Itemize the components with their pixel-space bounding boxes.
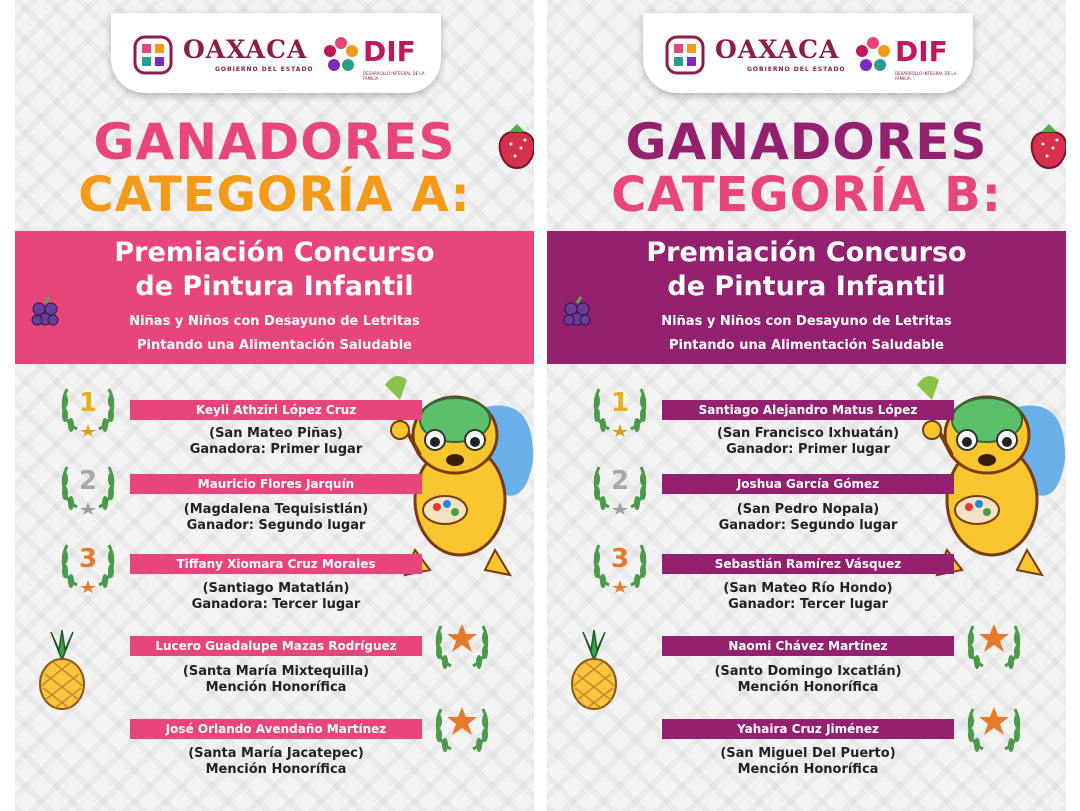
- oaxaca-seal-icon: [133, 35, 173, 75]
- winner-place: (San Mateo Río Hondo): [723, 581, 893, 596]
- winner-award: Ganador: Segundo lugar: [718, 518, 898, 533]
- subheading-line-2: Pintando una Alimentación Saludable: [668, 338, 944, 353]
- winner-award: Ganador: Segundo lugar: [186, 518, 366, 533]
- pineapple-icon: [33, 630, 91, 710]
- winner-place: (San Miguel Del Puerto): [720, 746, 896, 761]
- pineapple-icon: [565, 630, 623, 710]
- subheading-line-1: Niñas y Niños con Desayuno de Letritas: [661, 314, 952, 329]
- winner-place: (San Mateo Piñas): [209, 426, 343, 441]
- winner-place: (San Pedro Nopala): [736, 502, 880, 517]
- heading-line-1: Premiación Concurso: [114, 237, 435, 268]
- title-line-2: CATEGORÍA B:: [611, 167, 1002, 223]
- dif-subtitle: DESARROLLO INTEGRAL DE LA FAMILIA: [895, 71, 957, 81]
- winner-name-bar: Yahaira Cruz Jiménez: [662, 719, 954, 739]
- poster-category-a: [15, 0, 534, 811]
- heading-line-2: de Pintura Infantil: [135, 271, 414, 302]
- oaxaca-seal-icon: [665, 35, 705, 75]
- winner-award: Mención Honorífica: [737, 680, 879, 695]
- heading-band: [15, 231, 534, 364]
- heading-line-2: de Pintura Infantil: [667, 271, 946, 302]
- winner-award: Ganadora: Primer lugar: [189, 442, 363, 457]
- rank-number: 3: [78, 544, 98, 574]
- oaxaca-wordmark: OAXACA: [183, 35, 308, 64]
- rank-number: 3: [610, 544, 630, 574]
- winner-name-bar: Lucero Guadalupe Mazas Rodríguez: [130, 636, 422, 656]
- title-line-1: GANADORES: [93, 113, 456, 171]
- winner-name-bar: Sebastián Ramírez Vásquez: [662, 554, 954, 574]
- logo-header: [111, 13, 441, 93]
- winner-name-bar: Joshua García Gómez: [662, 474, 954, 494]
- gobierno-label: GOBIERNO DEL ESTADO: [747, 66, 846, 73]
- gobierno-label: GOBIERNO DEL ESTADO: [215, 66, 314, 73]
- poster-category-b: [547, 0, 1066, 811]
- winner-name-bar: Tiffany Xiomara Cruz Morales: [130, 554, 422, 574]
- dif-wordmark: DIF: [895, 35, 948, 68]
- title-line-2: CATEGORÍA A:: [78, 167, 471, 223]
- winner-place: (Santiago Matatlán): [202, 581, 350, 596]
- grapes-icon: [29, 295, 65, 333]
- title-line-1: GANADORES: [625, 113, 988, 171]
- winner-place: (San Francisco Ixhuatán): [716, 426, 900, 441]
- logo-header: [643, 13, 973, 93]
- winner-place: (Santa María Mixtequilla): [182, 664, 370, 679]
- oaxaca-wordmark: OAXACA: [715, 35, 840, 64]
- grapes-icon: [561, 295, 597, 333]
- subheading-line-1: Niñas y Niños con Desayuno de Letritas: [129, 314, 420, 329]
- winner-name-bar: Keyli Athziri López Cruz: [130, 400, 422, 420]
- rank-number: 2: [610, 466, 630, 496]
- dif-flower-icon: [321, 35, 361, 75]
- dif-wordmark: DIF: [363, 35, 416, 68]
- winner-award: Ganadora: Tercer lugar: [191, 597, 361, 612]
- rank-number: 1: [610, 388, 630, 418]
- winner-award: Mención Honorífica: [205, 680, 347, 695]
- dif-subtitle: DESARROLLO INTEGRAL DE LA FAMILIA: [363, 71, 425, 81]
- heading-line-1: Premiación Concurso: [646, 237, 967, 268]
- heading-band: [547, 231, 1066, 364]
- rank-number: 2: [78, 466, 98, 496]
- winner-name-bar: Santiago Alejandro Matus López: [662, 400, 954, 420]
- winner-name-bar: Mauricio Flores Jarquín: [130, 474, 422, 494]
- rank-number: 1: [78, 388, 98, 418]
- winner-name-bar: José Orlando Avendaño Martínez: [130, 719, 422, 739]
- winner-award: Ganador: Primer lugar: [726, 442, 890, 457]
- winner-award: Mención Honorífica: [737, 762, 879, 777]
- winner-name-bar: Naomi Chávez Martínez: [662, 636, 954, 656]
- subheading-line-2: Pintando una Alimentación Saludable: [136, 338, 412, 353]
- dif-flower-icon: [853, 35, 893, 75]
- winner-award: Ganador: Tercer lugar: [728, 597, 888, 612]
- winner-award: Mención Honorífica: [205, 762, 347, 777]
- winner-place: (Magdalena Tequisistlán): [183, 502, 369, 517]
- winner-place: (Santo Domingo Ixcatlán): [714, 664, 902, 679]
- winner-place: (Santa María Jacatepec): [188, 746, 364, 761]
